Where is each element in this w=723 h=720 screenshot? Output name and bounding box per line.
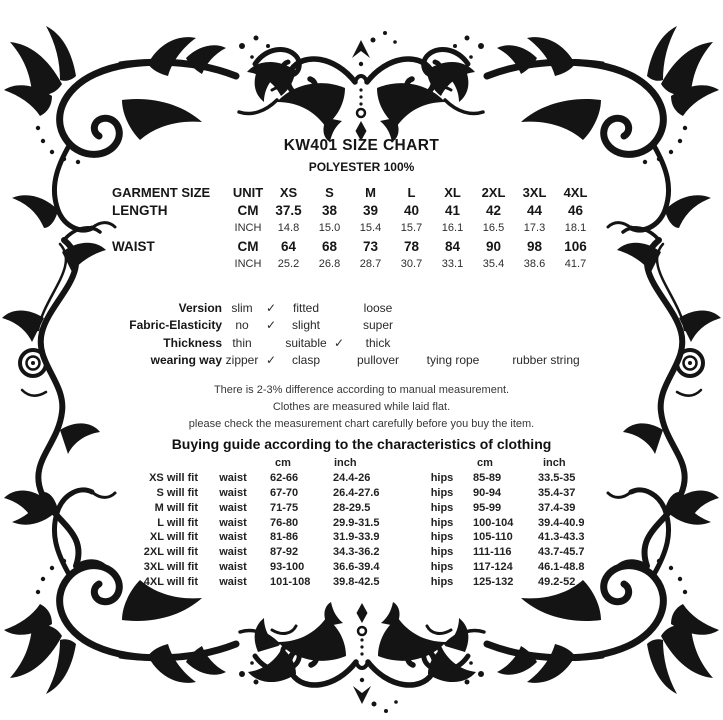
size-value: 41: [444, 202, 461, 218]
size-value: 33.1: [441, 258, 464, 270]
size-value: 64: [280, 238, 297, 254]
size-table: [100, 183, 623, 273]
checkmark-icon: ✓: [265, 318, 277, 333]
note-line: There is 2-3% difference according to manual measurement.: [213, 384, 510, 396]
guide-row-xs: XS will fit waist 62-66 24.4-26 hips 85-89 33.5-35: [149, 472, 576, 485]
buying-guide-header-row: [100, 456, 623, 471]
guide-col-header-cm: cm: [275, 457, 291, 470]
guide-row-3xl: 3XL will fit waist 93-100 36.6-39.4 hips 117-124 46.1-48.8: [143, 560, 585, 573]
page-title: KW401 SIZE CHART: [283, 137, 440, 154]
chart-content: [100, 0, 623, 589]
guide-row-4xl: 4XL will fit waist 101-108 39.8-42.5 hips 125-132 49.2-52: [143, 575, 576, 588]
checkmark-icon: ✓: [265, 353, 277, 368]
checkmark-icon: ✓: [333, 335, 345, 350]
size-value: 46: [567, 202, 584, 218]
buying-guide-table: [100, 456, 623, 589]
guide-row-l: L will fit waist 76-80 29.9-31.5 hips 100-104 39.4-40.9: [157, 516, 585, 529]
size-value: 37.5: [275, 202, 302, 218]
size-value: 40: [403, 202, 420, 218]
size-row-waist-inch: INCH 25.2 26.8 28.7 30.7 33.1 35.4 38.6 41.7: [100, 255, 623, 273]
guide-row-m: M will fit waist 71-75 28-29.5 hips 95-99 37.4-39: [154, 501, 576, 514]
size-value: 90: [485, 238, 502, 254]
note-line: Clothes are measured while laid flat.: [272, 401, 451, 413]
guide-col-header-cm: cm: [477, 457, 493, 470]
col-header-3xl: 3XL: [522, 184, 547, 200]
size-row-length-inch: INCH 14.8 15.0 15.4 15.7 16.1 16.5 17.3 18.1: [100, 219, 623, 237]
size-value: 44: [526, 202, 543, 218]
size-row-length-cm: LENGTH CM 37.5 38 39 40 41 42 44 46: [100, 201, 623, 219]
size-value: 98: [526, 238, 543, 254]
col-header-s: S: [325, 184, 334, 200]
size-value: 38.6: [523, 258, 546, 270]
size-value: 15.0: [318, 222, 341, 234]
size-value: 38: [321, 202, 338, 218]
size-value: 42: [485, 202, 502, 218]
col-header-4xl: 4XL: [563, 184, 588, 200]
checkmark-icon: ✓: [265, 300, 277, 315]
size-value: 15.7: [400, 222, 423, 234]
guide-col-header-inch: inch: [543, 457, 566, 470]
size-value: 30.7: [400, 258, 423, 270]
size-value: 26.8: [318, 258, 341, 270]
size-value: 73: [362, 238, 379, 254]
col-header-unit: UNIT: [232, 184, 264, 200]
attr-row-version: Version slim ✓ fitted loose: [178, 300, 393, 315]
buying-guide-heading: Buying guide according to the characteristics of clothing: [171, 436, 552, 452]
size-value: 39: [362, 202, 379, 218]
size-value: 68: [321, 238, 338, 254]
size-value: 84: [444, 238, 461, 254]
guide-row-s: S will fit waist 67-70 26.4-27.6 hips 90-94 35.4-37: [156, 486, 576, 499]
guide-row-2xl: 2XL will fit waist 87-92 34.3-36.2 hips 111-116 43.7-45.7: [143, 546, 585, 559]
size-table-header-row: [100, 183, 623, 201]
size-value: 35.4: [482, 258, 505, 270]
guide-row-xl: XL will fit waist 81-86 31.9-33.9 hips 105-110 41.3-43.3: [149, 531, 585, 544]
col-header-2xl: 2XL: [481, 184, 506, 200]
material-label: POLYESTER 100%: [308, 160, 415, 174]
measurement-notes: [100, 382, 623, 433]
col-header-garment-size: GARMENT SIZE: [112, 184, 211, 200]
center-medallion-bottom: [240, 602, 484, 713]
size-value: 18.1: [564, 222, 587, 234]
size-value: 17.3: [523, 222, 546, 234]
col-header-m: M: [365, 184, 376, 200]
attr-row-thickness: Thickness thin suitable ✓ thick: [163, 335, 391, 350]
attr-row-wearing-way: wearing way zipper ✓ clasp pullover tying rope rubber string: [150, 353, 580, 368]
col-header-xl: XL: [444, 184, 461, 200]
attr-row-fabric-elasticity: Fabric-Elasticity no ✓ slight super: [129, 318, 394, 333]
size-value: 28.7: [359, 258, 382, 270]
guide-col-header-inch: inch: [334, 457, 357, 470]
size-row-waist-cm: WAIST CM 64 68 73 78 84 90 98 106: [100, 237, 623, 255]
col-header-l: L: [407, 184, 416, 200]
size-value: 106: [564, 238, 587, 254]
size-value: 25.2: [277, 258, 300, 270]
note-line: please check the measurement chart carefully before you buy the item.: [188, 418, 535, 430]
size-value: 15.4: [359, 222, 382, 234]
size-value: 16.5: [482, 222, 505, 234]
size-value: 78: [403, 238, 420, 254]
size-value: 41.7: [564, 258, 587, 270]
size-value: 14.8: [277, 222, 300, 234]
col-header-xs: XS: [279, 184, 298, 200]
attributes-table: [100, 299, 623, 369]
size-value: 16.1: [441, 222, 464, 234]
